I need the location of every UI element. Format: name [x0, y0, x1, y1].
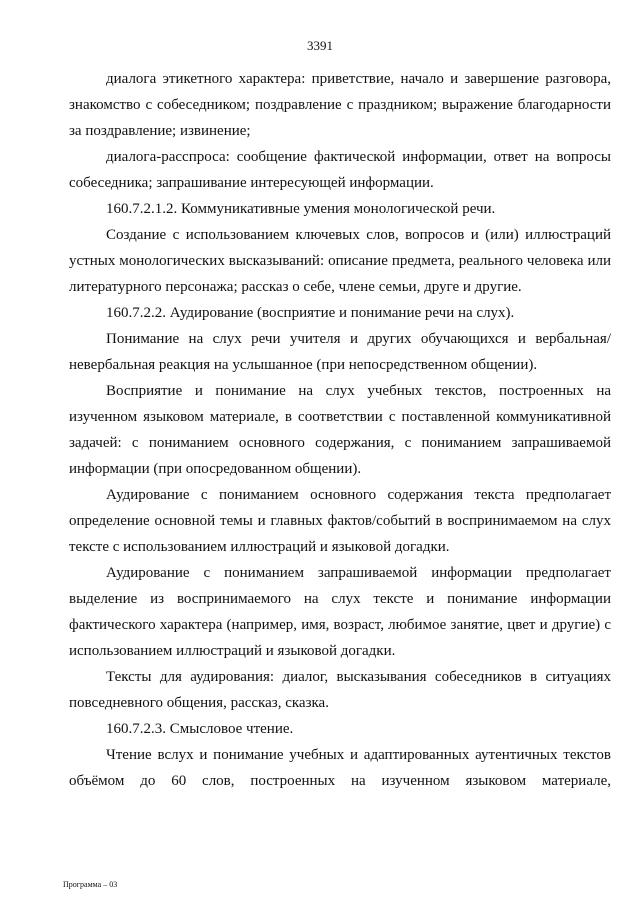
- paragraph-listening-teacher: Понимание на слух речи учителя и других обучающихся и вербальная/невербальная реакция на услышанное (при непосредственном общении).: [69, 331, 611, 373]
- paragraph-listening-text-types: Тексты для аудирования: диалог, высказывания собеседников в ситуациях повседневного общения, рассказ, сказка.: [69, 669, 611, 711]
- paragraph-dialog-inquiry: диалога-расспроса: сообщение фактической информации, ответ на вопросы собеседника; запрашивание интересующей информации.: [69, 149, 611, 191]
- paragraph-listening-main-content: Аудирование с пониманием основного содержания текста предполагает определение основной темы и главных фактов/событий в воспринимаемом на слух тексте с использованием иллюстраций и языковой догадки.: [69, 487, 611, 555]
- section-heading-monologue: 160.7.2.1.2. Коммуникативные умения монологической речи.: [106, 201, 496, 217]
- page-number: 3391: [307, 38, 333, 53]
- paragraph-listening-requested-info: Аудирование с пониманием запрашиваемой информации предполагает выделение из воспринимаемого на слух тексте и понимание информации фактического характера (например, имя, возраст, любимое занятие, цвет и другие) с использованием иллюстраций и языковой догадки.: [69, 565, 611, 659]
- section-heading-listening: 160.7.2.2. Аудирование (восприятие и понимание речи на слух).: [106, 305, 515, 321]
- body-text: [69, 66, 611, 794]
- paragraph-dialog-etiquette: диалога этикетного характера: приветствие, начало и завершение разговора, знакомство с собеседником; поздравление с праздником; выражение благодарности за поздравление; извинение;: [69, 71, 611, 139]
- paragraph-monologue-creation: Создание с использованием ключевых слов, вопросов и (или) иллюстраций устных монологических высказываний: описание предмета, реального человека или литературного персонажа; рассказ о себе, члене семьи, друге и другие.: [69, 227, 611, 295]
- paragraph-reading-aloud: Чтение вслух и понимание учебных и адаптированных аутентичных текстов объёмом до 60 слов, построенных на изученном языковом материале,: [69, 747, 611, 789]
- paragraph-listening-texts: Восприятие и понимание на слух учебных текстов, построенных на изученном языковом материале, в соответствии с поставленной коммуникативной задачей: с пониманием основного содержания, с пониманием запрашиваемой информации (при опосредованном общении).: [69, 383, 611, 477]
- section-heading-reading: 160.7.2.3. Смысловое чтение.: [106, 721, 294, 737]
- footer-label: Программа – 03: [63, 880, 118, 889]
